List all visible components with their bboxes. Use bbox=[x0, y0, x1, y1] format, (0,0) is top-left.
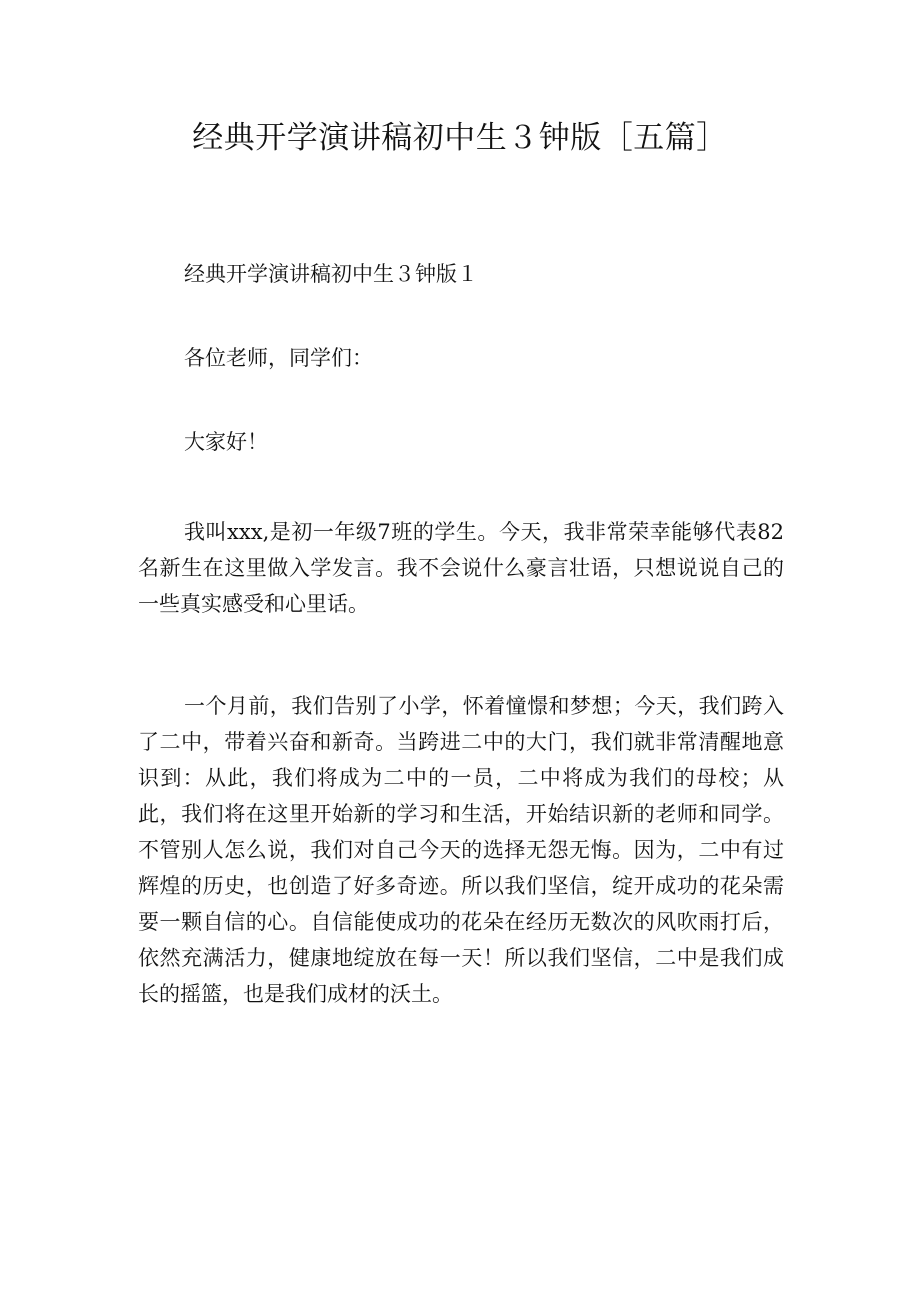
section-heading: 经典开学演讲稿初中生３钟版１ bbox=[184, 262, 478, 286]
document-title: 经典开学演讲稿初中生３钟版［五篇］ bbox=[192, 120, 728, 156]
paragraph: 一个月前，我们告别了小学，怀着憧憬和梦想；今天，我们跨入了二中，带着兴奋和新奇。当跨进二中的大门，我们就非常清醒地意识到：从此，我们将成为二中的一员，二中将成为我们的母校；从此，我们将在这里开始新的学习和生活，开始结识新的老师和同学。不管别人怎么说，我们对自己今天的选择无怨无悔。因为，二中有过辉煌的历史，也创造了好多奇迹。所以我们坚信，绽开成功的花朵需要一颗自信的心。自信能使成功的花朵在经历无数次的风吹雨打后，依然充满活力，健康地绽放在每一天！所以我们坚信，二中是我们成长的摇篮，也是我们成材的沃土。 bbox=[138, 694, 784, 1006]
greeting: 大家好！ bbox=[184, 430, 268, 454]
salutation: 各位老师，同学们： bbox=[184, 346, 373, 370]
paragraph: 我叫xxx,是初一年级7班的学生。今天，我非常荣幸能够代表82名新生在这里做入学发言。我不会说什么豪言壮语，只想说说自己的一些真实感受和心里话。 bbox=[138, 520, 784, 616]
